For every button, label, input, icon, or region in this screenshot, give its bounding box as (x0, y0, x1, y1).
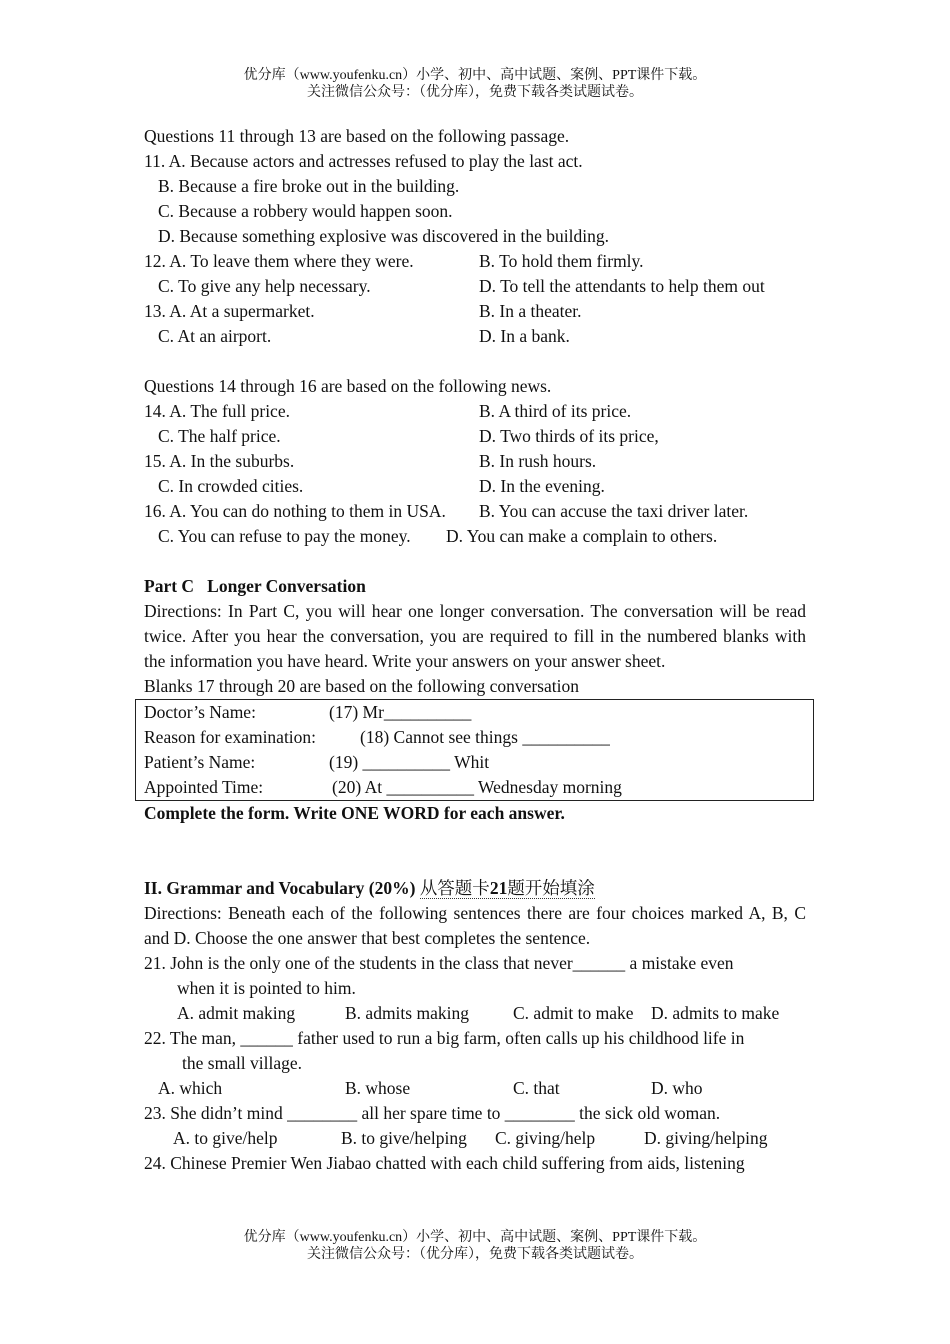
q16-option-c: C. You can refuse to pay the money. (158, 526, 411, 546)
q12-option-d: D. To tell the attendants to help them out (479, 276, 765, 296)
form-label: Patient’s Name: (144, 752, 256, 772)
q13-option-a: 13. A. At a supermarket. (144, 301, 315, 321)
question-12 (144, 249, 806, 274)
q22-options (144, 1076, 806, 1101)
q11-option-a: 11. A. Because actors and actresses refused to play the last act. (144, 151, 583, 171)
part-ii-cn-note-num: 21 (489, 878, 508, 898)
q23-option-b: B. to give/helping (341, 1128, 467, 1148)
news-intro: Questions 14 through 16 are based on the following news. (144, 376, 552, 396)
form-value: (20) At __________ Wednesday morning (332, 777, 622, 797)
question-11 (144, 149, 806, 174)
q13-option-c: C. At an airport. (158, 326, 272, 346)
q12-option-c: C. To give any help necessary. (158, 276, 371, 296)
form-instruction: Complete the form. Write ONE WORD for each answer. (144, 803, 565, 823)
form-value: (19) __________ Whit (329, 752, 490, 772)
header-line-1: 优分库（www.youfenku.cn）小学、初中、高中试题、案例、PPT课件下载。 (243, 68, 707, 83)
q22-option-b: B. whose (345, 1078, 411, 1098)
page-header (0, 67, 950, 101)
q14-option-a: 14. A. The full price. (144, 401, 290, 421)
q15-option-d: D. In the evening. (479, 476, 605, 496)
part-ii-cn-note-b: 题开始填涂 (507, 878, 595, 898)
q11-option-c: C. Because a robbery would happen soon. (158, 201, 453, 221)
footer-line-2: 关注微信公众号：（优分库），免费下载各类试题试卷。 (307, 1247, 643, 1262)
q14-option-b: B. A third of its price. (479, 401, 632, 421)
passage-intro: Questions 11 through 13 are based on the following passage. (144, 126, 570, 146)
question-15 (144, 449, 806, 474)
form-value: (18) Cannot see things __________ (360, 727, 610, 747)
document-body (144, 124, 806, 1176)
blanks-intro: Blanks 17 through 20 are based on the following conversation (144, 676, 579, 696)
q15-option-a: 15. A. In the suburbs. (144, 451, 295, 471)
form-label: Appointed Time: (144, 777, 264, 797)
question-23: 23. She didn’t mind ________ all her spare time to ________ the sick old woman. (144, 1103, 721, 1123)
q16-option-d: D. You can make a complain to others. (446, 526, 718, 546)
answer-form (135, 699, 814, 801)
q21-option-d: D. admits to make (651, 1003, 780, 1023)
part-ii-title: II. Grammar and Vocabulary (20%) 从答题卡21题开始填涂 (144, 878, 595, 898)
question-21: 21. John is the only one of the students in the class that never______ a mistake even (144, 953, 734, 973)
q22-option-c: C. that (513, 1078, 560, 1098)
question-24: 24. Chinese Premier Wen Jiabao chatted with each child suffering from aids, listening (144, 1153, 745, 1173)
q22-option-a: A. which (158, 1078, 223, 1098)
q23-options (144, 1126, 806, 1151)
form-label: Doctor’s Name: (144, 702, 256, 722)
q12-option-a: 12. A. To leave them where they were. (144, 251, 414, 271)
q23-option-d: D. giving/helping (644, 1128, 768, 1148)
form-value: (17) Mr__________ (329, 702, 472, 722)
q23-option-a: A. to give/help (173, 1128, 278, 1148)
form-row-reason (144, 725, 813, 750)
q11-option-d: D. Because something explosive was discovered in the building. (158, 226, 610, 246)
q12-option-b: B. To hold them firmly. (479, 251, 644, 271)
part-c-title: Part C Longer Conversation (144, 576, 366, 596)
footer-line-1: 优分库（www.youfenku.cn）小学、初中、高中试题、案例、PPT课件下载。 (243, 1230, 707, 1245)
question-16 (144, 499, 806, 524)
q21-stem-cont: when it is pointed to him. (177, 978, 356, 998)
q13-option-b: B. In a theater. (479, 301, 582, 321)
question-22: 22. The man, ______ father used to run a big farm, often calls up his childhood life in (144, 1028, 745, 1048)
form-label: Reason for examination: (144, 727, 317, 747)
part-ii-cn-note-a: 从答题卡 (419, 878, 490, 898)
q16-option-b: B. You can accuse the taxi driver later. (479, 501, 749, 521)
q21-option-b: B. admits making (345, 1003, 469, 1023)
q21-option-c: C. admit to make (513, 1003, 634, 1023)
header-line-2: 关注微信公众号：（优分库），免费下载各类试题试卷。 (307, 85, 643, 100)
q15-option-c: C. In crowded cities. (158, 476, 304, 496)
q15-option-b: B. In rush hours. (479, 451, 597, 471)
q21-option-a: A. admit making (177, 1003, 296, 1023)
question-13 (144, 299, 806, 324)
form-row-patient (144, 750, 813, 775)
q22-option-d: D. who (651, 1078, 703, 1098)
part-ii-directions: Directions: Beneath each of the following sentences there are four choices marked A, B, C and D. Choose the one answer that best completes the sentence. (144, 903, 806, 948)
q13-option-d: D. In a bank. (479, 326, 570, 346)
q23-option-c: C. giving/help (495, 1128, 596, 1148)
q11-option-b: B. Because a fire broke out in the building. (158, 176, 460, 196)
q21-options (144, 1001, 806, 1026)
page-footer (0, 1229, 950, 1263)
q14-option-c: C. The half price. (158, 426, 281, 446)
q14-option-d: D. Two thirds of its price, (479, 426, 659, 446)
form-row-time (144, 775, 813, 800)
q16-option-a: 16. A. You can do nothing to them in USA. (144, 501, 446, 521)
question-14 (144, 399, 806, 424)
part-c-directions: Directions: In Part C, you will hear one longer conversation. The conversation will be read twice. After you hear the conversation, you are required to fill in the numbered blanks with the information you have heard. Write your answers on your answer sheet. (144, 601, 806, 671)
form-row-doctor (144, 700, 813, 725)
q22-stem-cont: the small village. (182, 1053, 303, 1073)
